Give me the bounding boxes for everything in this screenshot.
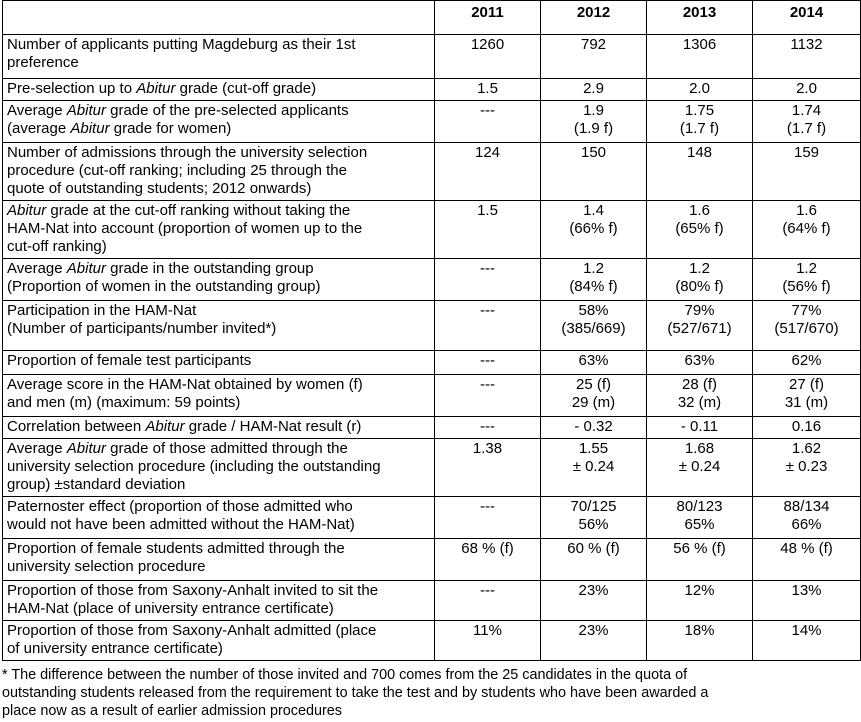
value-line: ---	[480, 260, 495, 277]
value-line: 792	[580, 36, 607, 53]
value-line: (385/669)	[561, 320, 626, 337]
value-cell-2013	[647, 497, 753, 539]
table-row	[3, 143, 861, 201]
label-line: quote of outstanding students; 2012 onwards)	[7, 180, 312, 197]
value-line: (64% f)	[782, 220, 831, 237]
value-line: 12%	[684, 582, 715, 599]
value-cell-2013	[647, 581, 753, 621]
value-cell-2014	[753, 539, 861, 581]
label-text: grade of those admitted through the	[105, 440, 348, 457]
value-line: 1.5	[477, 202, 498, 219]
value-line: 1132	[790, 36, 823, 53]
value-cell-2012	[541, 143, 647, 201]
value-cell-2012	[541, 79, 647, 101]
value-line: 159	[793, 144, 820, 161]
table-row	[3, 79, 861, 101]
table-row	[3, 351, 861, 375]
label-text: Pre-selection up to	[7, 80, 137, 97]
value-cell-2013	[647, 259, 753, 301]
label-italic-term: Abitur	[70, 120, 110, 137]
value-cell-2013	[647, 201, 753, 259]
value-line: 62%	[791, 352, 822, 369]
value-cell-2011	[435, 439, 541, 497]
label-line	[7, 120, 430, 138]
value-line: 79%	[684, 302, 715, 319]
label-line	[7, 440, 430, 458]
value-line: ---	[480, 498, 495, 515]
value-cell-2012	[541, 101, 647, 143]
value-cell-2012	[541, 497, 647, 539]
value-line: 11%	[473, 622, 502, 639]
value-line: 66%	[791, 516, 822, 533]
value-line: 0.16	[791, 418, 822, 435]
label-text: grade for women)	[109, 120, 232, 137]
label-line: Average score in the HAM-Nat obtained by women (f)	[7, 376, 363, 393]
value-line: (1.7 f)	[786, 120, 827, 137]
header-year-2011: 2011	[435, 1, 541, 35]
row-label-cell	[3, 539, 435, 581]
row-label-cell	[3, 621, 435, 661]
value-line: 1306	[682, 36, 717, 53]
value-cell-2011	[435, 351, 541, 375]
value-cell-2011	[435, 201, 541, 259]
label-line: (Number of participants/number invited*)	[7, 320, 277, 337]
label-text: Average	[7, 102, 67, 119]
value-cell-2012	[541, 581, 647, 621]
header-row	[3, 1, 861, 35]
value-line: 56 % (f)	[673, 540, 726, 557]
label-text: grade in the outstanding group	[105, 260, 314, 277]
value-cell-2012	[541, 35, 647, 79]
value-line: 63%	[578, 352, 609, 369]
value-line: 1.75	[684, 102, 715, 119]
value-line: (65% f)	[675, 220, 724, 237]
value-cell-2012	[541, 417, 647, 439]
label-line	[7, 102, 430, 120]
value-line: 14%	[791, 622, 822, 639]
row-label-cell	[3, 439, 435, 497]
value-cell-2012	[541, 301, 647, 351]
value-cell-2014	[753, 417, 861, 439]
label-line	[7, 260, 430, 278]
value-cell-2011	[435, 581, 541, 621]
value-line: (66% f)	[569, 220, 618, 237]
label-italic-term: Abitur	[145, 418, 185, 435]
value-cell-2014	[753, 143, 861, 201]
footnote-line: * The difference between the number of those invited and 700 comes from the 25 candidates in the quota of	[2, 667, 688, 683]
row-label-cell	[3, 417, 435, 439]
table-row	[3, 101, 861, 143]
value-cell-2014	[753, 101, 861, 143]
label-line	[7, 418, 430, 436]
value-line: 70/125	[570, 498, 617, 515]
label-text: (average	[7, 120, 71, 137]
value-cell-2014	[753, 259, 861, 301]
header-year-2013: 2013	[647, 1, 753, 35]
value-line: 1.74	[791, 102, 822, 119]
table-row	[3, 439, 861, 497]
table-row	[3, 539, 861, 581]
value-line: 1.5	[477, 80, 498, 97]
value-line: ---	[480, 302, 495, 319]
value-cell-2012	[541, 351, 647, 375]
value-line: ---	[480, 418, 495, 435]
value-cell-2011	[435, 417, 541, 439]
value-line: 124	[474, 144, 501, 161]
value-line: 1.68	[684, 440, 715, 457]
value-line: 56%	[578, 516, 609, 533]
label-text: Average	[7, 260, 67, 277]
label-line: group) ±standard deviation	[7, 476, 186, 493]
label-line: (Proportion of women in the outstanding group)	[7, 278, 321, 295]
value-line: 80/123	[676, 498, 723, 515]
value-cell-2013	[647, 375, 753, 417]
value-line: 1260	[470, 36, 505, 53]
table-row	[3, 375, 861, 417]
value-cell-2011	[435, 539, 541, 581]
value-cell-2014	[753, 201, 861, 259]
value-line: 1.62	[791, 440, 822, 457]
label-italic-term: Abitur	[66, 102, 106, 119]
value-line: 2.0	[689, 80, 710, 97]
value-cell-2011	[435, 301, 541, 351]
value-cell-2013	[647, 621, 753, 661]
header-year-2014: 2014	[753, 1, 861, 35]
value-line: 1.4	[583, 202, 604, 219]
value-line: 32 (m)	[677, 394, 722, 411]
table-row	[3, 621, 861, 661]
label-line: preference	[7, 54, 79, 71]
value-cell-2013	[647, 539, 753, 581]
value-line: ---	[480, 582, 495, 599]
label-line: Proportion of female test participants	[7, 352, 252, 369]
value-line: 25 (f)	[575, 376, 611, 393]
table-body	[3, 1, 861, 661]
label-line: Number of applicants putting Magdeburg as their 1st	[7, 36, 356, 53]
row-label-cell	[3, 259, 435, 301]
header-blank-cell	[3, 1, 435, 35]
value-line: 2.0	[796, 80, 817, 97]
value-cell-2013	[647, 351, 753, 375]
value-cell-2011	[435, 621, 541, 661]
value-cell-2014	[753, 581, 861, 621]
value-line: 1.6	[689, 202, 710, 219]
value-cell-2014	[753, 35, 861, 79]
label-text: grade (cut-off grade)	[175, 80, 317, 97]
value-line: - 0.11	[680, 418, 719, 435]
value-cell-2012	[541, 621, 647, 661]
row-label-cell	[3, 351, 435, 375]
row-label-cell	[3, 581, 435, 621]
label-line: Participation in the HAM-Nat	[7, 302, 197, 319]
value-line: - 0.32	[574, 418, 613, 435]
footnote-line: outstanding students released from the requirement to take the test and by students who have been awarded a	[2, 685, 709, 701]
label-line: and men (m) (maximum: 59 points)	[7, 394, 241, 411]
value-cell-2014	[753, 439, 861, 497]
value-line: ---	[480, 102, 495, 119]
label-text: grade of the pre-selected applicants	[105, 102, 349, 119]
value-line: (84% f)	[569, 278, 618, 295]
value-cell-2013	[647, 301, 753, 351]
label-line: Paternoster effect (proportion of those admitted who	[7, 498, 353, 515]
label-line	[7, 80, 430, 98]
table-row	[3, 259, 861, 301]
value-line: 58%	[578, 302, 609, 319]
label-line: HAM-Nat into account (proportion of women up to the	[7, 220, 363, 237]
label-line: Proportion of female students admitted through the	[7, 540, 345, 557]
value-line: (517/670)	[774, 320, 839, 337]
value-line: 23%	[578, 622, 609, 639]
value-line: 1.9	[583, 102, 604, 119]
value-cell-2013	[647, 143, 753, 201]
table-row	[3, 35, 861, 79]
value-line: ---	[480, 376, 495, 393]
value-line: 13%	[791, 582, 822, 599]
value-line: 77%	[791, 302, 822, 319]
value-cell-2014	[753, 375, 861, 417]
value-line: 63%	[684, 352, 715, 369]
header-year-2012: 2012	[541, 1, 647, 35]
label-line: university selection procedure	[7, 558, 206, 575]
value-line: 31 (m)	[784, 394, 829, 411]
row-label-cell	[3, 143, 435, 201]
value-line: 1.2	[583, 260, 604, 277]
value-line: ---	[480, 352, 495, 369]
label-line: Number of admissions through the university selection	[7, 144, 368, 161]
value-line: 65%	[684, 516, 715, 533]
label-line: procedure (cut-off ranking; including 25 through the	[7, 162, 347, 179]
value-cell-2011	[435, 79, 541, 101]
label-text: grade / HAM-Nat result (r)	[184, 418, 362, 435]
value-cell-2012	[541, 539, 647, 581]
table-row	[3, 301, 861, 351]
row-label-cell	[3, 79, 435, 101]
label-line: Proportion of those from Saxony-Anhalt invited to sit the	[7, 582, 379, 599]
value-line: 88/134	[783, 498, 830, 515]
value-cell-2011	[435, 375, 541, 417]
label-text: Correlation between	[7, 418, 146, 435]
row-label-cell	[3, 375, 435, 417]
value-line: 1.38	[472, 440, 503, 457]
value-cell-2014	[753, 497, 861, 539]
results-table	[2, 0, 861, 661]
value-cell-2012	[541, 375, 647, 417]
label-line: of university entrance certificate)	[7, 640, 223, 657]
label-line: HAM-Nat (place of university entrance certificate)	[7, 600, 334, 617]
value-line: 1.55	[578, 440, 609, 457]
value-line: 29 (m)	[571, 394, 616, 411]
value-cell-2014	[753, 621, 861, 661]
label-line: Proportion of those from Saxony-Anhalt admitted (place	[7, 622, 377, 639]
label-text: grade at the cut-off ranking without taking the	[46, 202, 351, 219]
table-row	[3, 417, 861, 439]
value-line: 2.9	[583, 80, 604, 97]
value-line: ± 0.23	[785, 458, 828, 475]
value-line: 18%	[684, 622, 715, 639]
value-cell-2014	[753, 79, 861, 101]
value-cell-2011	[435, 35, 541, 79]
value-line: 27 (f)	[788, 376, 824, 393]
value-line: 28 (f)	[681, 376, 717, 393]
table-row	[3, 581, 861, 621]
value-cell-2011	[435, 143, 541, 201]
label-italic-term: Abitur	[7, 202, 47, 219]
value-line: 1.6	[796, 202, 817, 219]
value-line: 60 % (f)	[567, 540, 620, 557]
label-line: would not have been admitted without the HAM-Nat)	[7, 516, 355, 533]
value-line: (80% f)	[675, 278, 724, 295]
value-line: (1.7 f)	[679, 120, 720, 137]
value-cell-2013	[647, 79, 753, 101]
value-cell-2011	[435, 259, 541, 301]
value-line: 150	[580, 144, 607, 161]
label-text: Average	[7, 440, 67, 457]
value-line: 23%	[578, 582, 609, 599]
label-italic-term: Abitur	[66, 260, 106, 277]
label-line: university selection procedure (including the outstanding	[7, 458, 381, 475]
row-label-cell	[3, 35, 435, 79]
value-cell-2014	[753, 301, 861, 351]
value-line: (56% f)	[782, 278, 831, 295]
value-line: 1.2	[689, 260, 710, 277]
value-line: 48 % (f)	[780, 540, 833, 557]
value-cell-2012	[541, 439, 647, 497]
label-italic-term: Abitur	[136, 80, 176, 97]
value-line: 1.2	[796, 260, 817, 277]
value-cell-2013	[647, 35, 753, 79]
row-label-cell	[3, 201, 435, 259]
value-cell-2014	[753, 351, 861, 375]
value-line: ± 0.24	[678, 458, 721, 475]
label-line	[7, 202, 430, 220]
label-italic-term: Abitur	[66, 440, 106, 457]
value-line: (527/671)	[667, 320, 732, 337]
table-row	[3, 497, 861, 539]
value-cell-2011	[435, 497, 541, 539]
row-label-cell	[3, 101, 435, 143]
row-label-cell	[3, 497, 435, 539]
value-line: ± 0.24	[572, 458, 615, 475]
value-cell-2011	[435, 101, 541, 143]
value-cell-2012	[541, 201, 647, 259]
footnote-line: place now as a result of earlier admission procedures	[2, 703, 342, 719]
value-cell-2012	[541, 259, 647, 301]
value-cell-2013	[647, 417, 753, 439]
value-cell-2013	[647, 101, 753, 143]
value-line: (1.9 f)	[573, 120, 614, 137]
row-label-cell	[3, 301, 435, 351]
table-row	[3, 201, 861, 259]
footnote	[2, 666, 857, 720]
value-line: 68 % (f)	[461, 540, 514, 557]
value-line: 148	[686, 144, 713, 161]
value-cell-2013	[647, 439, 753, 497]
label-line: cut-off ranking)	[7, 238, 107, 255]
